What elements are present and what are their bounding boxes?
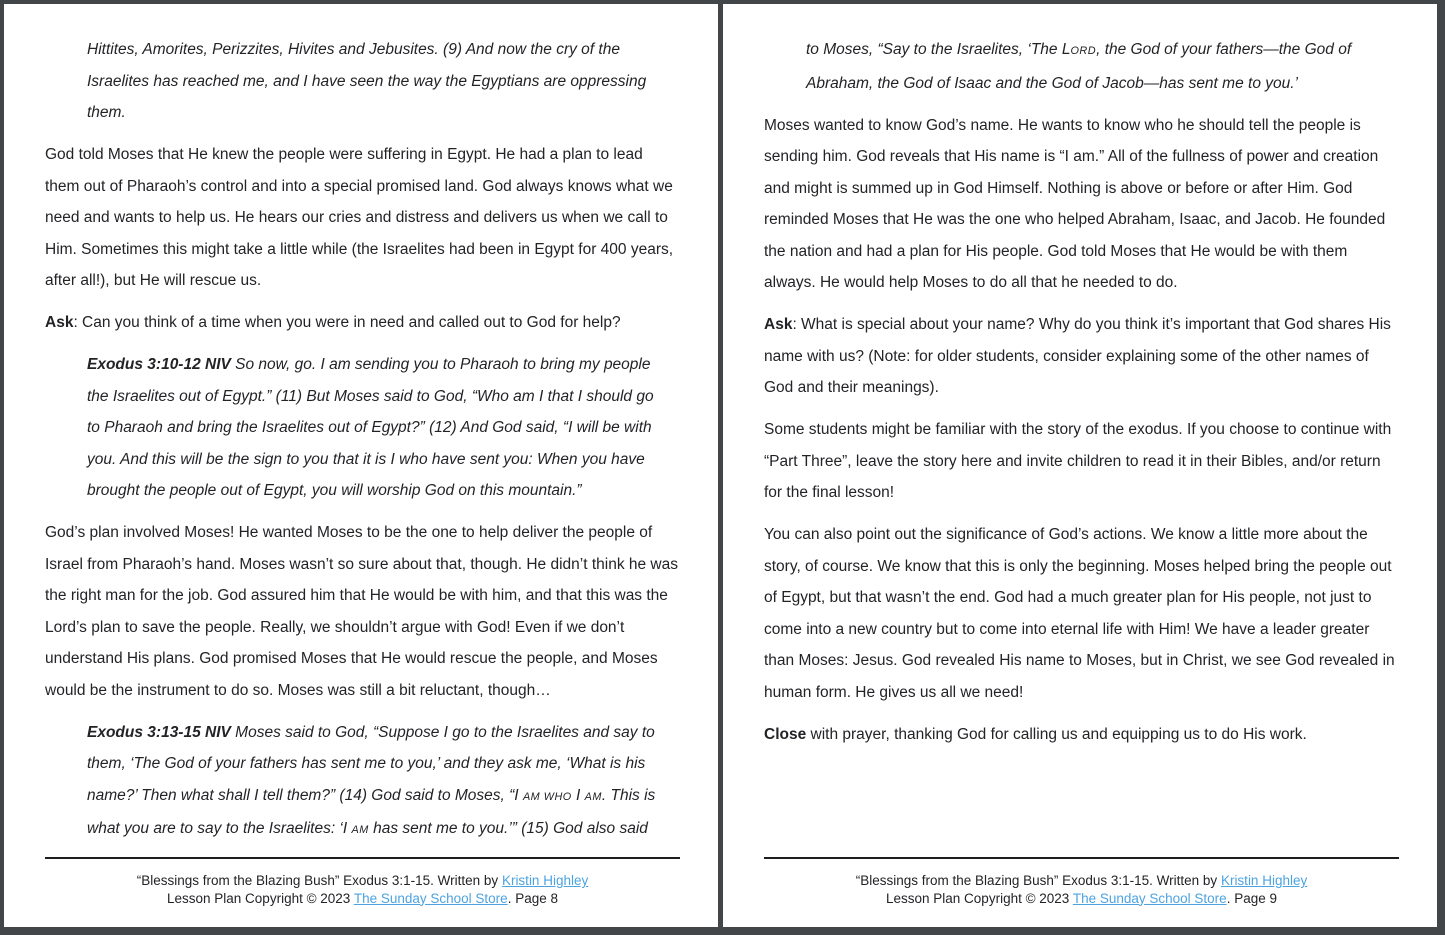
scripture-quote xyxy=(87,34,666,129)
text-run: Exodus 3:10-12 NIV xyxy=(87,356,231,373)
paragraph xyxy=(45,517,680,706)
text-run: “Blessings from the Blazing Bush” Exodus 3:1-15. Written by xyxy=(136,873,502,888)
text-run: “Blessings from the Blazing Bush” Exodus 3:1-15. Written by xyxy=(855,873,1221,888)
text-run: Exodus 3:13-15 NIV xyxy=(87,723,231,741)
footer-copyright-line xyxy=(764,890,1399,908)
text-run: : Can you think of a time when you were in need and called out to God for help? xyxy=(73,314,621,331)
footer-attribution-line xyxy=(45,872,680,890)
footer-link[interactable]: The Sunday School Store xyxy=(1072,890,1227,906)
text-run: So now, go. I am sending you to Pharaoh to bring my people the Israelites out of Egypt.” (11) But Moses said to God, “Who am I that I should go to Pharaoh and bring the Israelites out of Egypt?” (12) And God said, “I will be with you. And this will be the sign to you that it is I who have sent you: When you have brought the people out of Egypt, you will worship God on this mountain.” xyxy=(87,356,654,499)
page-9 xyxy=(723,4,1437,927)
text-run: Close xyxy=(764,725,807,743)
text-run: ORD xyxy=(1070,45,1097,57)
text-run: I xyxy=(571,786,585,804)
text-run: . Page 8 xyxy=(507,890,558,906)
text-run: God’s plan involved Moses! He wanted Moses to be the one to help deliver the people of Israel from Pharaoh’s hand. Moses wasn’t so sure about that, though. He didn’t think he was the right man for the job. God assured him that He would be with him, and that this was the Lord’s plan to save the people. Really, we shouldn’t argue with God! Even if we don’t understand His plans. God promised Moses that He would rescue the people, and Moses would be the instrument to do so. Moses was still a bit reluctant, though… xyxy=(45,524,678,699)
page-9-footer xyxy=(723,857,1437,927)
text-run: Moses wanted to know God’s name. He wants to know who he should tell the people is sending him. God reveals that His name is “I am.” All of the fullness of power and creation and might is summed up in God Himself. Nothing is above or before or after Him. God reminded Moses that He was the one who helped Abraham, Isaac, and Jacob. He founded the nation and had a plan for His people. God told Moses that He would be with them always. He would help Moses to do all that he needed to do. xyxy=(764,116,1386,291)
text-run: with prayer, thanking God for calling us and equipping us to do His work. xyxy=(806,725,1307,743)
paragraph xyxy=(764,414,1399,509)
text-run: Lesson Plan Copyright © 2023 xyxy=(167,890,354,906)
text-run: has sent me to you.’” (15) God also said xyxy=(368,820,648,837)
footer-copyright-line xyxy=(45,890,680,908)
text-run: Hittites, Amorites, Perizzites, Hivites and Jebusites. (9) And now the cry of the Israelites has reached me, and I have seen the way the Egyptians are oppressing them. xyxy=(87,41,647,121)
text-run: AM xyxy=(351,824,369,836)
text-run: AM WHO xyxy=(522,790,572,803)
footer-link[interactable]: Kristin Highley xyxy=(501,873,589,888)
paragraph xyxy=(764,309,1399,404)
text-run: God told Moses that He knew the people were suffering in Egypt. He had a plan to lead them out of Pharaoh’s control and into a special promised land. God always knows what we need and wants to help us. He hears our cries and distress and delivers us when we call to Him. Sometimes this might take a little while (the Israelites had been in Egypt for 400 years, after all!), but He will rescue us. xyxy=(45,146,674,289)
paragraph xyxy=(45,307,680,339)
text-run: , the God of your fathers—the God of Abraham, the God of Isaac and the God of Jacob—has sent me to you.’ xyxy=(806,41,1352,92)
footer-link[interactable]: Kristin Highley xyxy=(1220,873,1308,888)
text-run: Some students might be familiar with the story of the exodus. If you choose to continue with “Part Three”, leave the story here and invite children to read it in their Bibles, and/or return for the final lesson! xyxy=(764,421,1392,501)
paragraph xyxy=(45,139,680,297)
text-run: AM xyxy=(584,790,602,803)
footer-divider xyxy=(764,857,1399,859)
footer-attribution-line xyxy=(764,872,1399,890)
text-run: to Moses, “Say to the Israelites, ‘The L xyxy=(806,41,1071,58)
scripture-quote xyxy=(87,717,666,847)
scripture-quote xyxy=(806,34,1385,99)
paragraph xyxy=(764,110,1399,299)
footer-divider xyxy=(45,857,680,859)
text-run: : What is special about your name? Why do you think it’s important that God shares His name with us? (Note: for older students, consider explaining some of the other names of God and their meanings). xyxy=(764,316,1391,396)
footer-link[interactable]: The Sunday School Store xyxy=(353,890,508,906)
text-run: . This is what you are to say to the Israelites: ‘I xyxy=(87,786,656,837)
scripture-quote xyxy=(87,349,666,507)
text-run: Moses said to God, “Suppose I go to the Israelites and say to them, ‘The God of your fathers has sent me to you,’ and they ask me, ‘What is his name?’ Then what shall I tell them?” (14) God said to Moses, “I xyxy=(87,723,655,804)
text-run: Lesson Plan Copyright © 2023 xyxy=(886,890,1073,906)
text-run: You can also point out the significance of God’s actions. We know a little more about the story, of course. We know that this is only the beginning. Moses helped bring the people out of Egypt, but that wasn’t the end. God had a much greater plan for His people, not just to come into a new country but to come into eternal life with Him! We have a leader greater than Moses: Jesus. God revealed His name to Moses, but in Christ, we see God revealed in human form. He gives us all we need! xyxy=(764,526,1395,701)
text-run: . Page 9 xyxy=(1226,890,1277,906)
page-8-footer xyxy=(4,857,718,927)
text-run: Ask xyxy=(764,316,793,333)
page-8 xyxy=(4,4,718,927)
page-9-content xyxy=(723,4,1437,857)
text-run: Ask xyxy=(45,314,74,331)
paragraph xyxy=(764,519,1399,708)
paragraph xyxy=(764,719,1399,751)
page-8-content xyxy=(4,4,718,857)
